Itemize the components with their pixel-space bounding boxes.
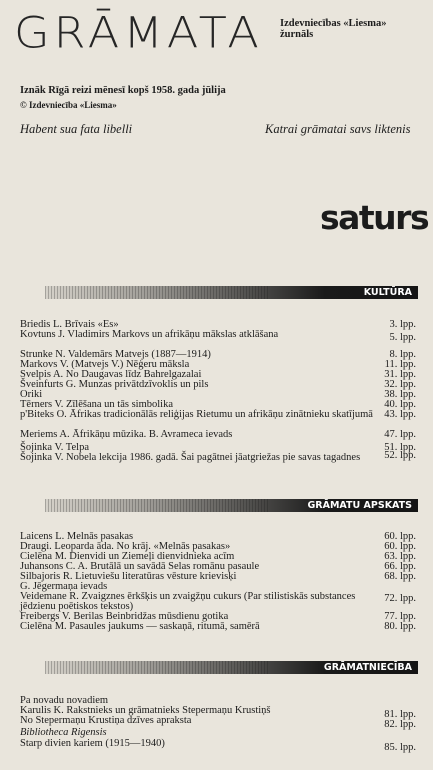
magazine-title: GRĀMATA [14, 8, 263, 58]
toc-entry-text: Pa novadu novadiem [20, 695, 109, 706]
section-title: KULTŪRA [363, 287, 412, 298]
toc-entry-page: 32. lpp. [384, 379, 416, 390]
toc-entry-text: Freibergs V. Berilas Beinbridžas mūsdienu gotika [20, 611, 229, 622]
toc-entry-page: 11. lpp. [384, 359, 416, 370]
toc-entry [20, 592, 418, 612]
toc-entry-text: Tērners V. Zīlēšana un tās simbolika [20, 399, 173, 410]
section-bar-gramatnieciba [45, 661, 418, 674]
toc-entry-text: p'Biteks O. Āfrikas tradicionālās reliģijas Rietumu un afrikāņu zinātnieku skatījumā [20, 409, 373, 420]
copyright-line: © Izdevniecība «Liesma» [20, 100, 117, 110]
toc-entry-page: 77. lpp. [384, 611, 416, 622]
toc-entry-text: Šveinfurts G. Munzas privātdzīvoklis un pils [20, 379, 209, 390]
motto-latin: Habent sua fata libelli [20, 122, 133, 136]
toc-entry-text: Draugi. Leoparda āda. No krāj. «Melnās pasakas» [20, 541, 231, 552]
toc-entry-page: 72. lpp. [384, 593, 416, 604]
toc-entry-page: 8. lpp. [389, 349, 416, 360]
toc-entry-page: 80. lpp. [384, 621, 416, 632]
toc-entry-text: Briedis L. Brīvais «Es» [20, 319, 119, 330]
toc-entry-page: 47. lpp. [384, 429, 416, 440]
toc-entry [20, 380, 418, 390]
toc-entry [20, 329, 418, 343]
toc-entry-page: 66. lpp. [384, 561, 416, 572]
toc-entry-text: Strunke N. Valdemārs Matvejs (1887—1914) [20, 349, 211, 360]
toc-entry [20, 410, 418, 420]
toc-entry-text: Veidemane R. Zvaigznes ērkšķis un zvaigžņu cukurs (Par stilistiskās substances jēdzienu poētiskos tekstos) [20, 591, 356, 612]
toc-entry [20, 430, 418, 440]
toc-entry-page: 31. lpp. [384, 369, 416, 380]
toc-entry-text: Šojinka V. Nobela lekcija 1986. gadā. Šai pagātnei jāatgriežas pie savas tagadnes [20, 452, 361, 463]
toc-entry-page: 63. lpp. [384, 551, 416, 562]
toc-entry-text: G. Jēgermaņa ievads [20, 581, 108, 592]
toc-entry-text: Laicens L. Melnās pasakas [20, 531, 134, 542]
toc-entry-text: No Stepermaņu Krustiņa dzīves apraksta [20, 715, 192, 726]
toc-entry [20, 728, 418, 738]
toc-entry-text: Bibliotheca Rigensis [20, 727, 107, 738]
publication-frequency: Iznāk Rīgā reizi mēnesī kopš 1958. gada jūlija [20, 85, 226, 96]
toc-entry-text: Silbajoris R. Lietuviešu literatūras vēsture krievisķi [20, 571, 237, 582]
motto-latvian: Katrai grāmatai savs liktenis [265, 122, 411, 136]
toc-entry-text: Starp divien kariem (1915—1940) [20, 738, 165, 749]
toc-entry-page: 82. lpp. [384, 719, 416, 730]
publisher-line-2: žurnāls [280, 29, 314, 40]
toc-entry [20, 622, 418, 632]
toc-entry [20, 715, 418, 730]
section-bar-gramatu-apskats [45, 499, 418, 512]
toc-entry-text: Šojinka V. Telpa [20, 442, 89, 453]
toc-entry-page: 52. lpp. [384, 450, 416, 461]
section-title: GRĀMATU APSKATS [307, 500, 412, 511]
toc-entry-text: Meriems A. Āfrikāņu mūzika. B. Avrameca ievads [20, 429, 233, 440]
toc-entry-page: 81. lpp. [384, 709, 416, 720]
toc-entry-text: Markovs V. (Matvejs V.) Nēģeru māksla [20, 359, 190, 370]
toc-entry [20, 450, 418, 463]
toc-entry-page: 3. lpp. [389, 319, 416, 330]
toc-entry-page: 85. lpp. [384, 742, 416, 753]
section-bar-kultura [45, 286, 418, 299]
toc-entry-page: 5. lpp. [389, 332, 416, 343]
publisher-label [280, 18, 386, 40]
toc-entry-page: 51. lpp. [384, 442, 416, 453]
toc-entry-page: 60. lpp. [384, 541, 416, 552]
section-title: GRĀMATNIECĪBA [323, 662, 412, 673]
toc-entry-page: 38. lpp. [384, 389, 416, 400]
contents-heading: saturs [320, 198, 429, 237]
publisher-line-1: Izdevniecības «Liesma» [280, 18, 387, 29]
toc-entry-text: Karulis K. Rakstnieks un grāmatnieks Stepermaņu Krustiņš [20, 705, 271, 716]
toc-entry-page: 68. lpp. [384, 571, 416, 582]
toc-entry-page: 43. lpp. [384, 409, 416, 420]
toc-entry-text: Svelpis A. No Daugavas līdz Bahrelgazalai [20, 369, 202, 380]
toc-entry [20, 738, 418, 753]
toc-entry-text: Oriki [20, 389, 43, 400]
toc-entry-text: Juhansons C. A. Brutālā un savādā Selas romānu pasaule [20, 561, 260, 572]
toc-entry-text: Cielēna M. Pasaules jaukums — saskaņā, ritumā, samērā [20, 621, 260, 632]
toc-entry-page: 60. lpp. [384, 531, 416, 542]
toc-entry-text: Kovtuns J. Vladimirs Markovs un afrikāņu mākslas atklāšana [20, 329, 279, 340]
toc-entry-text: Cielēna M. Dienvidi un Ziemeļi dienvidnieka acīm [20, 551, 235, 562]
toc-entry-page: 40. lpp. [384, 399, 416, 410]
